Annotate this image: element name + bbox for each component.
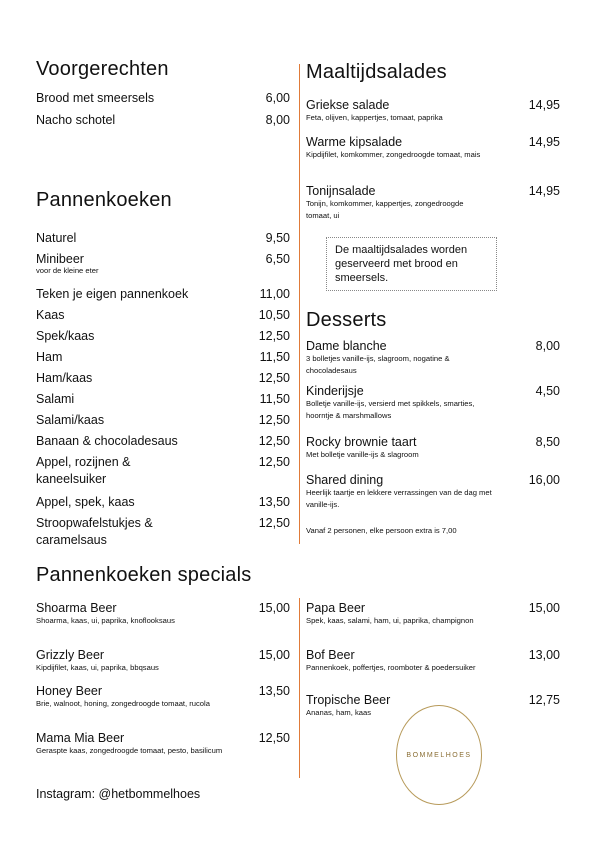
item-description: Geraspte kaas, zongedroogde tomaat, pesto, basilicum: [36, 746, 223, 755]
menu-item: [36, 647, 236, 674]
item-price: 12,50: [258, 731, 290, 745]
item-price: 10,50: [258, 308, 290, 322]
item-price: 4,50: [535, 384, 560, 398]
item-name: Salami/kaas: [36, 413, 105, 427]
item-price: 12,50: [258, 371, 290, 385]
voorgerechten-title: Voorgerechten: [36, 58, 169, 80]
item-price: 12,50: [258, 329, 290, 343]
menu-item: [36, 286, 256, 303]
item-price: 12,50: [258, 434, 290, 448]
menu-item: [36, 112, 236, 129]
menu-item: [306, 338, 496, 376]
item-description: Met bolletje vanille-ijs & slagroom: [306, 450, 419, 459]
menu-item: [36, 230, 236, 247]
item-name: Appel, spek, kaas: [36, 495, 135, 509]
item-price: 14,95: [528, 135, 560, 149]
item-name: Appel, rozijnen & kaneelsuiker: [36, 455, 131, 486]
item-name: Minibeer: [36, 252, 84, 266]
menu-item: [306, 472, 496, 510]
item-price: 6,50: [265, 252, 290, 266]
item-price: 15,00: [258, 601, 290, 615]
item-name: Shoarma Beer: [36, 601, 117, 615]
specials-title: Pannenkoeken specials: [36, 564, 252, 586]
menu-item: [306, 183, 486, 221]
item-name: Ham/kaas: [36, 371, 93, 385]
item-name: Stroopwafelstukjes & caramelsaus: [36, 516, 153, 547]
item-description: Kipdijfilet, komkommer, zongedroogde tomaat, mais: [306, 150, 481, 159]
item-price: 12,50: [258, 413, 290, 427]
item-name: Spek/kaas: [36, 329, 95, 343]
item-description: Feta, olijven, kappertjes, tomaat, paprika: [306, 113, 443, 122]
item-description: Bolletje vanille-ijs, versierd met spikkels, smarties, hoorntje & marshmallows: [306, 399, 475, 420]
menu-item: [306, 134, 496, 161]
item-price: 12,50: [258, 516, 290, 530]
menu-item: [36, 730, 236, 757]
item-price: 14,95: [528, 98, 560, 112]
salads-info-note: De maaltijdsalades worden geserveerd met brood en smeersels.: [326, 237, 497, 291]
menu-item: [306, 692, 496, 719]
menu-item: [306, 97, 496, 124]
item-price: 15,00: [528, 601, 560, 615]
item-name: Warme kipsalade: [306, 135, 403, 149]
menu-item: [306, 647, 496, 674]
item-price: 16,00: [528, 473, 560, 487]
item-name: Dame blanche: [306, 339, 387, 353]
column-divider-line: [299, 64, 300, 544]
item-name: Tonijnsalade: [306, 184, 376, 198]
item-name: Ham: [36, 350, 63, 364]
item-description: Brie, walnoot, honing, zongedroogde tomaat, rucola: [36, 699, 210, 708]
menu-item: [36, 600, 216, 627]
item-name: Salami: [36, 392, 75, 406]
item-price: 9,50: [265, 231, 290, 245]
item-name: Shared dining: [306, 473, 384, 487]
item-name: Griekse salade: [306, 98, 390, 112]
item-price: 8,50: [535, 435, 560, 449]
menu-item: [36, 90, 236, 107]
item-name: Bof Beer: [306, 648, 355, 662]
item-name: Rocky brownie taart: [306, 435, 417, 449]
item-price: 11,50: [259, 350, 290, 364]
item-name: Brood met smeersels: [36, 91, 155, 105]
pannenkoeken-title: Pannenkoeken: [36, 189, 172, 211]
item-price: 8,00: [265, 113, 290, 127]
menu-item: [36, 391, 236, 408]
bommelhoes-logo: [396, 705, 482, 805]
item-description: Ananas, ham, kaas: [306, 708, 372, 717]
menu-item: [36, 251, 236, 277]
specials-divider-line: [299, 598, 300, 778]
menu-item: [36, 370, 236, 387]
item-description: voor de kleine eter: [36, 266, 99, 275]
logo-text: BOMMELHOES: [406, 751, 472, 759]
item-price: 12,75: [528, 693, 560, 707]
item-name: Kaas: [36, 308, 65, 322]
menu-item: [36, 328, 236, 345]
menu-item: [306, 434, 496, 461]
item-name: Honey Beer: [36, 684, 103, 698]
menu-item: [306, 600, 496, 627]
menu-item: [36, 307, 236, 324]
item-price: 11,50: [259, 392, 290, 406]
item-name: Banaan & chocoladesaus: [36, 434, 178, 448]
item-name: Nacho schotel: [36, 113, 116, 127]
item-price: 12,50: [258, 455, 290, 469]
menu-item: [36, 494, 236, 511]
desserts-title: Desserts: [306, 309, 387, 331]
item-price: 15,00: [258, 648, 290, 662]
item-description: Tonijn, komkommer, kappertjes, zongedroogde tomaat, ui: [306, 199, 464, 220]
item-name: Papa Beer: [306, 601, 366, 615]
menu-item: [36, 683, 236, 710]
menu-item: [36, 515, 186, 549]
menu-item: [36, 454, 166, 488]
menu-item: [36, 412, 236, 429]
maaltijdsalades-title: Maaltijdsalades: [306, 61, 447, 83]
item-description: Kipdijfilet, kaas, ui, paprika, bbqsaus: [36, 663, 159, 672]
item-price: 13,50: [258, 684, 290, 698]
item-description: Pannenkoek, poffertjes, roomboter & poedersuiker: [306, 663, 476, 672]
item-name: Grizzly Beer: [36, 648, 105, 662]
instagram-handle: Instagram: @hetbommelhoes: [36, 787, 201, 801]
item-name: Kinderijsje: [306, 384, 364, 398]
item-name: Mama Mia Beer: [36, 731, 125, 745]
menu-item: [36, 433, 246, 450]
item-price: 6,00: [265, 91, 290, 105]
item-price: 13,00: [528, 648, 560, 662]
item-price: 11,00: [259, 287, 290, 301]
menu-item: [36, 349, 236, 366]
item-price: 8,00: [535, 339, 560, 353]
shared-dining-note: Vanaf 2 personen, elke persoon extra is 7,00: [306, 526, 457, 535]
item-description: Spek, kaas, salami, ham, ui, paprika, champignon: [306, 616, 474, 625]
item-name: Teken je eigen pannenkoek: [36, 287, 189, 301]
menu-item: [306, 383, 496, 421]
item-price: 14,95: [528, 184, 560, 198]
item-description: Shoarma, kaas, ui, paprika, knoflooksaus: [36, 616, 175, 625]
item-name: Tropische Beer: [306, 693, 391, 707]
item-description: Heerlijk taartje en lekkere verrassingen van de dag met vanille-ijs.: [306, 488, 492, 509]
item-price: 13,50: [258, 495, 290, 509]
item-name: Naturel: [36, 231, 77, 245]
item-description: 3 bolletjes vanille-ijs, slagroom, nogatine & chocoladesaus: [306, 354, 450, 375]
